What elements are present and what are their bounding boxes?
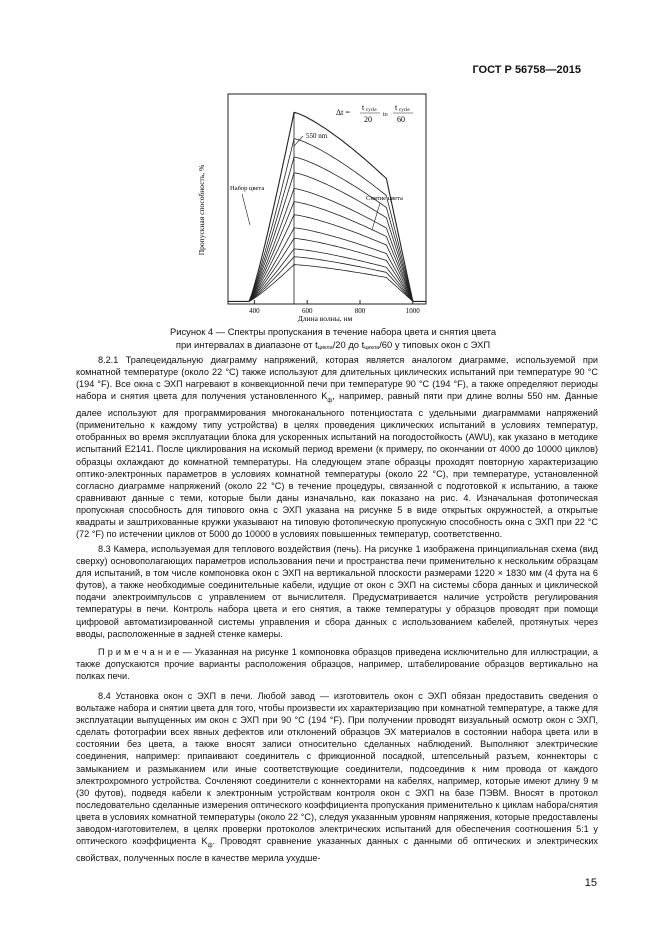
paragraph-8-4: 8.4 Установка окон с ЭХП в печи. Любой завод — изготовитель окон с ЭХП обязан предоставить сведения о вольтаже набора и снятии цвета для того, чтобы произвести их характеризацию при комнатной температуре, а также для эксплуатации выпущенных им окон с ЭХП при 90 °С (194 °F). При получении проводят визуальный осмотр окон с ЭХП, сделать фотографии всех явных дефектов или отклонений образцов ЭХ материалов в состоянии набора цвета или в состоянии без цвета, а также вносят записи относительно сделанных наблюдений. Выполняют электрические соединения, например: припаивают соединитель с фрикционной посадкой, штепсельный разъем, коннекторы с замыканием и размыканием или иные соответствующие соединители, подсоединив к ним провода от каждого электрохромного устройства. Сочленяют соединители с коннекторами на кабелях, например, которые имеют длину 9 м (30 футов), подведя кабели к электронным устройствам контроля окон с ЭХП на базе ПЭВМ. Вносят в протокол последовательно сделанные измерения оптического коэффициента пропускания применительно к циклам набора/снятия цвета в условиях комнатной температуры (около 22 °С), следуя указанным уровням напряжения, которые предоставлены заводом-изготовителем, в целях проверки протоколов электрических испытаний для обеспечения соотношения 5:1 у оптического коэффициента $K_ф$. Проводят сравнение указанных данных с данными об оптических и электрических свойствах, полученных после в качестве мерила ухудше- xyxy=(76,691,598,864)
bleaching-arrow xyxy=(372,203,380,230)
formula-sub1: cycle xyxy=(366,108,377,113)
formula xyxy=(336,103,413,124)
x-axis-label: Длина волны, нм xyxy=(297,314,353,323)
paragraph-8-2-1: 8.2.1 Трапецеидальную диаграмму напряжений, которая является аналогом диаграмме, используемой при комнатной температуре (около 22 °С) также используют для длительных циклических испытаний при температуре 90 °С (194 °F). Все окна с ЭХП нагревают в конвекционной печи при температуре 90 °С (194 °F), а также определяют периоды набора и снятия цвета для получения установленного $K_ф$, например, равный пяти при длине волны 550 нм. Данные далее используют для программирования многоканального потенциостата с удельными диаграммами напряжений (применительно к каждому типу устройства) в целях проведения циклических испытаний в условиях температур, отобранных во время эксплуатации блока для ускоренных испытаний на погодостойкость (AWU), как указано в методике испытаний Е2141. После циклирования на искомый период времени (к примеру, по окончании от 4000 до 10000 циклов) образцы охлаждают до комнатной температуры. На следующем этапе образцы проходят повторную характеризацию оптико-электронных параметров в условиях комнатной температуры (около 22 °С), при температуре, установленной согласно диаграмме напряжений (около 22 °С) в течение процедуры, связанной с подготовкой к испытанию, а также сравнивают данные с теми, которые были даны изначально, как показано на рис. 4. Изначальная фотопическая пропускная способность для типового окна с ЭХП указана на рисунке 5 в виде открытых окружностей, а открытые квадраты и заштрихованные кружки указывают на типовую фотопическую пропускную способность окна с ЭХП при 22 °С (72 °F) по истечении циклов от 5000 до 10000 в условиях повышенных температур, соответственно. xyxy=(76,355,599,540)
spectrum-curve-1 xyxy=(228,112,426,301)
y-axis-label: Пропускная способность, % xyxy=(197,164,206,256)
paragraph-8-3: 8.3 Камера, используемая для теплового воздействия (печь). На рисунке 1 изображена принципиальная схема (вид сверху) основополагающих параметров использования печи и пространства печи применительно к нескольким образцам для испытаний, в том числе компоновка окон с ЭХП на вертикальной плоскости размерами 1220 × 1830 мм (4 фута на 6 футов), а также необходимые соединительные кабели, идущие от окон с ЭХП на системы сбора данных и циклической подачи электроимпульсов с управлением от вычислителя. Предусматривается наличие устройств регулирования температуры в печи. Контроль набора цвета и его снятия, а также температуры у образцов проводят при помощи цифровой автоматизированной системы управления и сбора данных с использованием кабелей, протянутых через вводы, расположенные в задней стенке камеры. xyxy=(76,544,598,639)
caption-line-2: при интервалах в диапазоне от $t_{цикла}/20$ до $t_{цикла}/60$ у типовых окон с ЭХП xyxy=(175,338,491,351)
document-code: ГОСТ Р 56758—2015 xyxy=(472,64,581,76)
spectrum-curve-2 xyxy=(228,139,426,302)
x-tick-label: 800 xyxy=(354,307,366,315)
formula-num1: t xyxy=(362,103,365,112)
coloring-arrow xyxy=(242,194,250,225)
formula-num2: t xyxy=(395,103,398,112)
x-tick-label: 400 xyxy=(249,307,260,315)
spectrum-curve-8 xyxy=(228,228,426,302)
figure-4 xyxy=(190,90,430,325)
caption-line-1: Рисунок 4 — Спектры пропускания в течение набора цвета и снятия цвета xyxy=(169,326,497,337)
formula-den1: 20 xyxy=(364,115,372,124)
spectrum-curve-4 xyxy=(228,173,426,302)
spectrum-curve-5 xyxy=(228,189,426,302)
spectra-chart xyxy=(190,90,430,325)
coloring-annotation: Набор цвета xyxy=(230,185,265,192)
figure-caption xyxy=(70,326,596,354)
x-tick-label: 600 xyxy=(301,307,313,315)
formula-den2: 60 xyxy=(397,115,405,124)
peak-annotation: 550 nm xyxy=(306,132,328,140)
formula-sub2: cycle xyxy=(399,108,410,113)
x-tick-label: 1000 xyxy=(405,307,420,315)
formula-mid: to xyxy=(383,112,388,118)
note: П р и м е ч а н и е — Указанная на рисунке 1 компоновка образцов приведена исключительно для иллюстрации, а также допускаются прочие варианты расположения образцов, например, штабелирование образцов вертикально на полках печи. xyxy=(76,647,598,682)
page-number: 15 xyxy=(584,877,597,889)
spectrum-curve-7 xyxy=(228,215,426,302)
formula-prefix: Δt = xyxy=(336,108,350,117)
bleaching-annotation: Снятие цвета xyxy=(366,195,403,202)
